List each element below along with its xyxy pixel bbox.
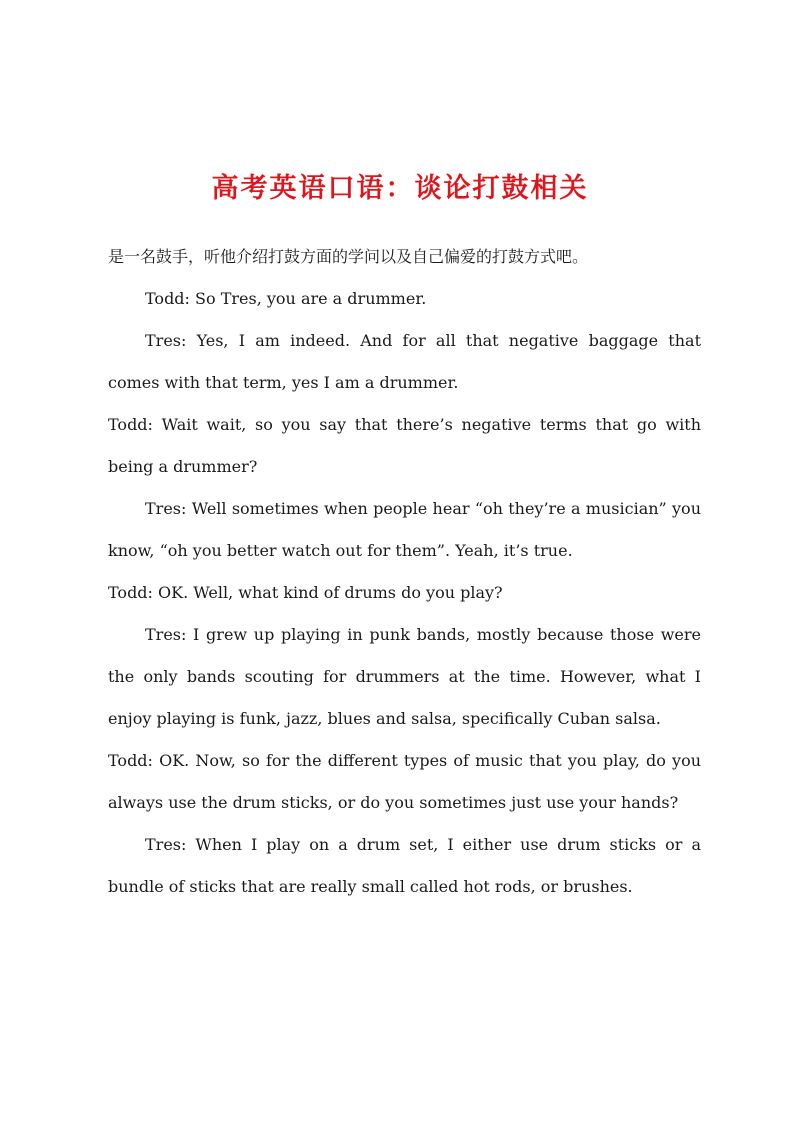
paragraph-dialogue: Tres: When I play on a drum set, I either use drum sticks or a bundle of sticks that are really small called hot rods, or brushes. bbox=[108, 835, 701, 896]
paragraph-dialogue: Tres: Well sometimes when people hear “oh they’re a musician” you know, “oh you better watch out for them”. Yeah, it’s true. bbox=[108, 499, 701, 560]
paragraph-dialogue: Todd: OK. Now, so for the different types of music that you play, do you always use the drum sticks, or do you sometimes just use your hands? bbox=[108, 751, 701, 812]
paragraph-dialogue: Todd: Wait wait, so you say that there’s negative terms that go with being a drummer? bbox=[108, 415, 701, 476]
paragraph-dialogue: Todd: So Tres, you are a drummer. bbox=[145, 289, 427, 308]
document-body bbox=[108, 236, 701, 908]
paragraph-dialogue: Tres: Yes, I am indeed. And for all that negative baggage that comes with that term, yes I am a drummer. bbox=[108, 331, 701, 392]
paragraph-dialogue: Todd: OK. Well, what kind of drums do you play? bbox=[108, 583, 503, 602]
paragraph-dialogue: Tres: I grew up playing in punk bands, mostly because those were the only bands scouting for drummers at the time. However, what I enjoy playing is funk, jazz, blues and salsa, specifically Cuban salsa. bbox=[108, 625, 701, 728]
paragraph-intro: 是一名鼓手，听他介绍打鼓方面的学问以及自己偏爱的打鼓方式吧。 bbox=[108, 247, 589, 266]
document-title: 高考英语口语：谈论打鼓相关 bbox=[211, 173, 589, 204]
